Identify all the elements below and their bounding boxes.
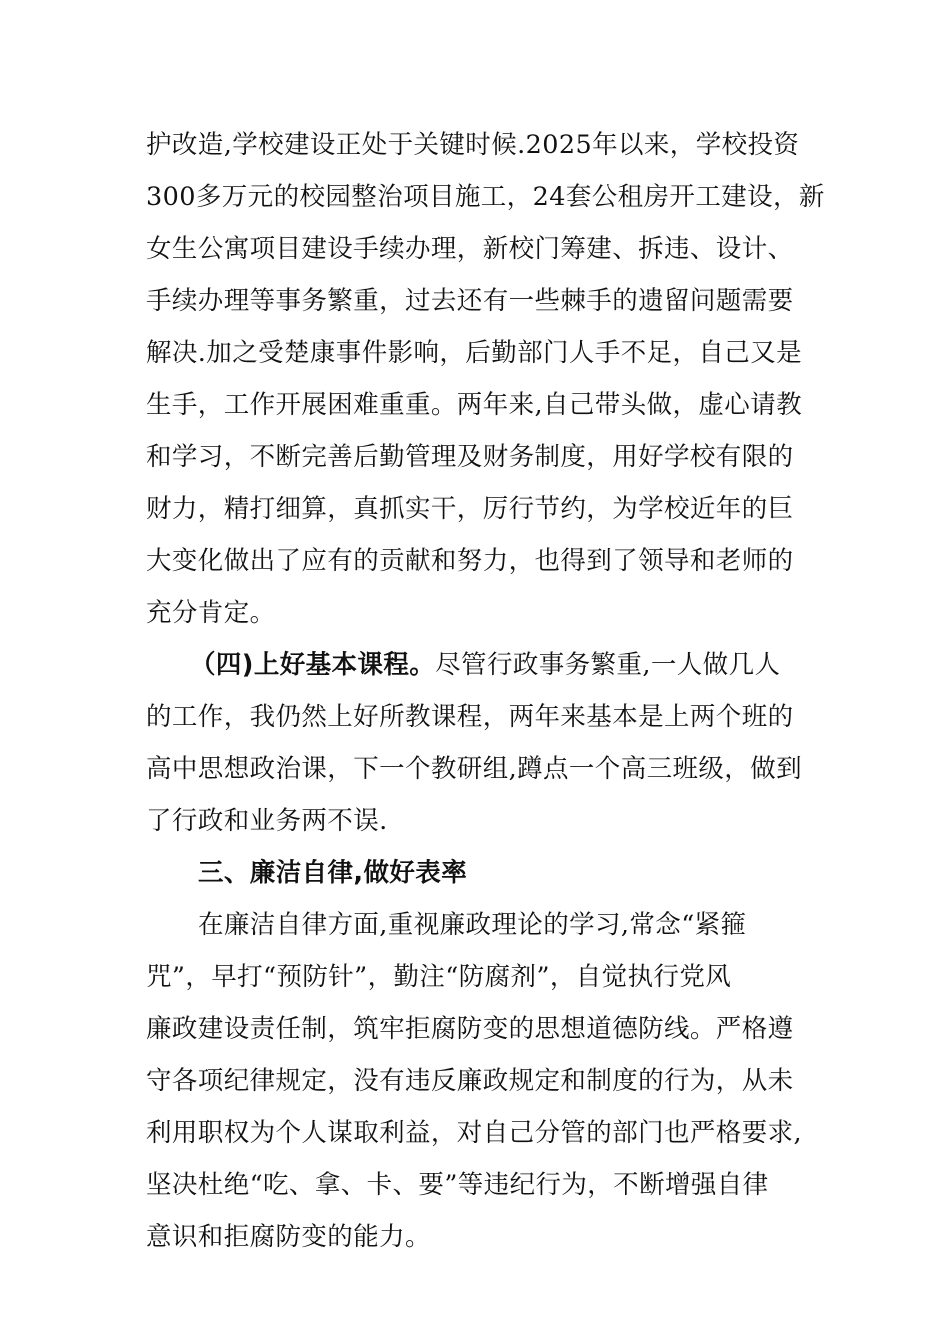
paragraph-line: 咒”，早打“预防针”，勤注“防腐剂”，自觉执行党风 [146,962,732,992]
paragraph-line: 手续办理等事务繁重，过去还有一些棘手的遗留问题需要 [146,286,794,316]
paragraph-line: 护改造,学校建设正处于关键时候.2025年以来，学校投资 [146,130,800,160]
paragraph-line: 意识和拒腐防变的能力。 [146,1222,431,1252]
paragraph-line: 守各项纪律规定，没有违反廉政规定和制度的行为，从未 [146,1066,794,1096]
paragraph-line: 廉政建设责任制，筑牢拒腐防变的思想道德防线。严格遵 [146,1014,794,1044]
paragraph-line: 的工作，我仍然上好所教课程，两年来基本是上两个班的 [146,702,794,732]
paragraph-line: 财力，精打细算，真抓实干，厉行节约，为学校近年的巨 [146,494,794,524]
paragraph-line: 解决.加之受楚康事件影响，后勤部门人手不足，自己又是 [146,338,803,368]
section-3-heading: 三、廉洁自律,做好表率 [198,858,468,888]
paragraph-line: 生手，工作开展困难重重。两年来,自己带头做，虚心请教 [146,390,803,420]
paragraph-line: 在廉洁自律方面,重视廉政理论的学习,常念“紧箍 [198,910,747,940]
paragraph-line: 大变化做出了应有的贡献和努力，也得到了领导和老师的 [146,546,794,576]
paragraph-line: 300多万元的校园整治项目施工，24套公租房开工建设，新 [146,182,825,212]
paragraph-line: 充分肯定。 [146,598,276,628]
paragraph-line: 了行政和业务两不误. [146,806,388,836]
section-4-heading: （四)上好基本课程。 [190,650,436,680]
paragraph-line: 高中思想政治课，下一个教研组,蹲点一个高三班级，做到 [146,754,803,784]
paragraph-line: 和学习，不断完善后勤管理及财务制度，用好学校有限的 [146,442,794,472]
section-4-first-line [190,648,780,682]
section-4-text: 尽管行政事务繁重,一人做几人 [435,650,781,680]
paragraph-line: 坚决杜绝“吃、拿、卡、要”等违纪行为，不断增强自律 [146,1170,769,1200]
paragraph-line: 利用职权为个人谋取利益，对自己分管的部门也严格要求, [146,1118,803,1148]
paragraph-line: 女生公寓项目建设手续办理，新校门筹建、拆违、设计、 [146,234,794,264]
